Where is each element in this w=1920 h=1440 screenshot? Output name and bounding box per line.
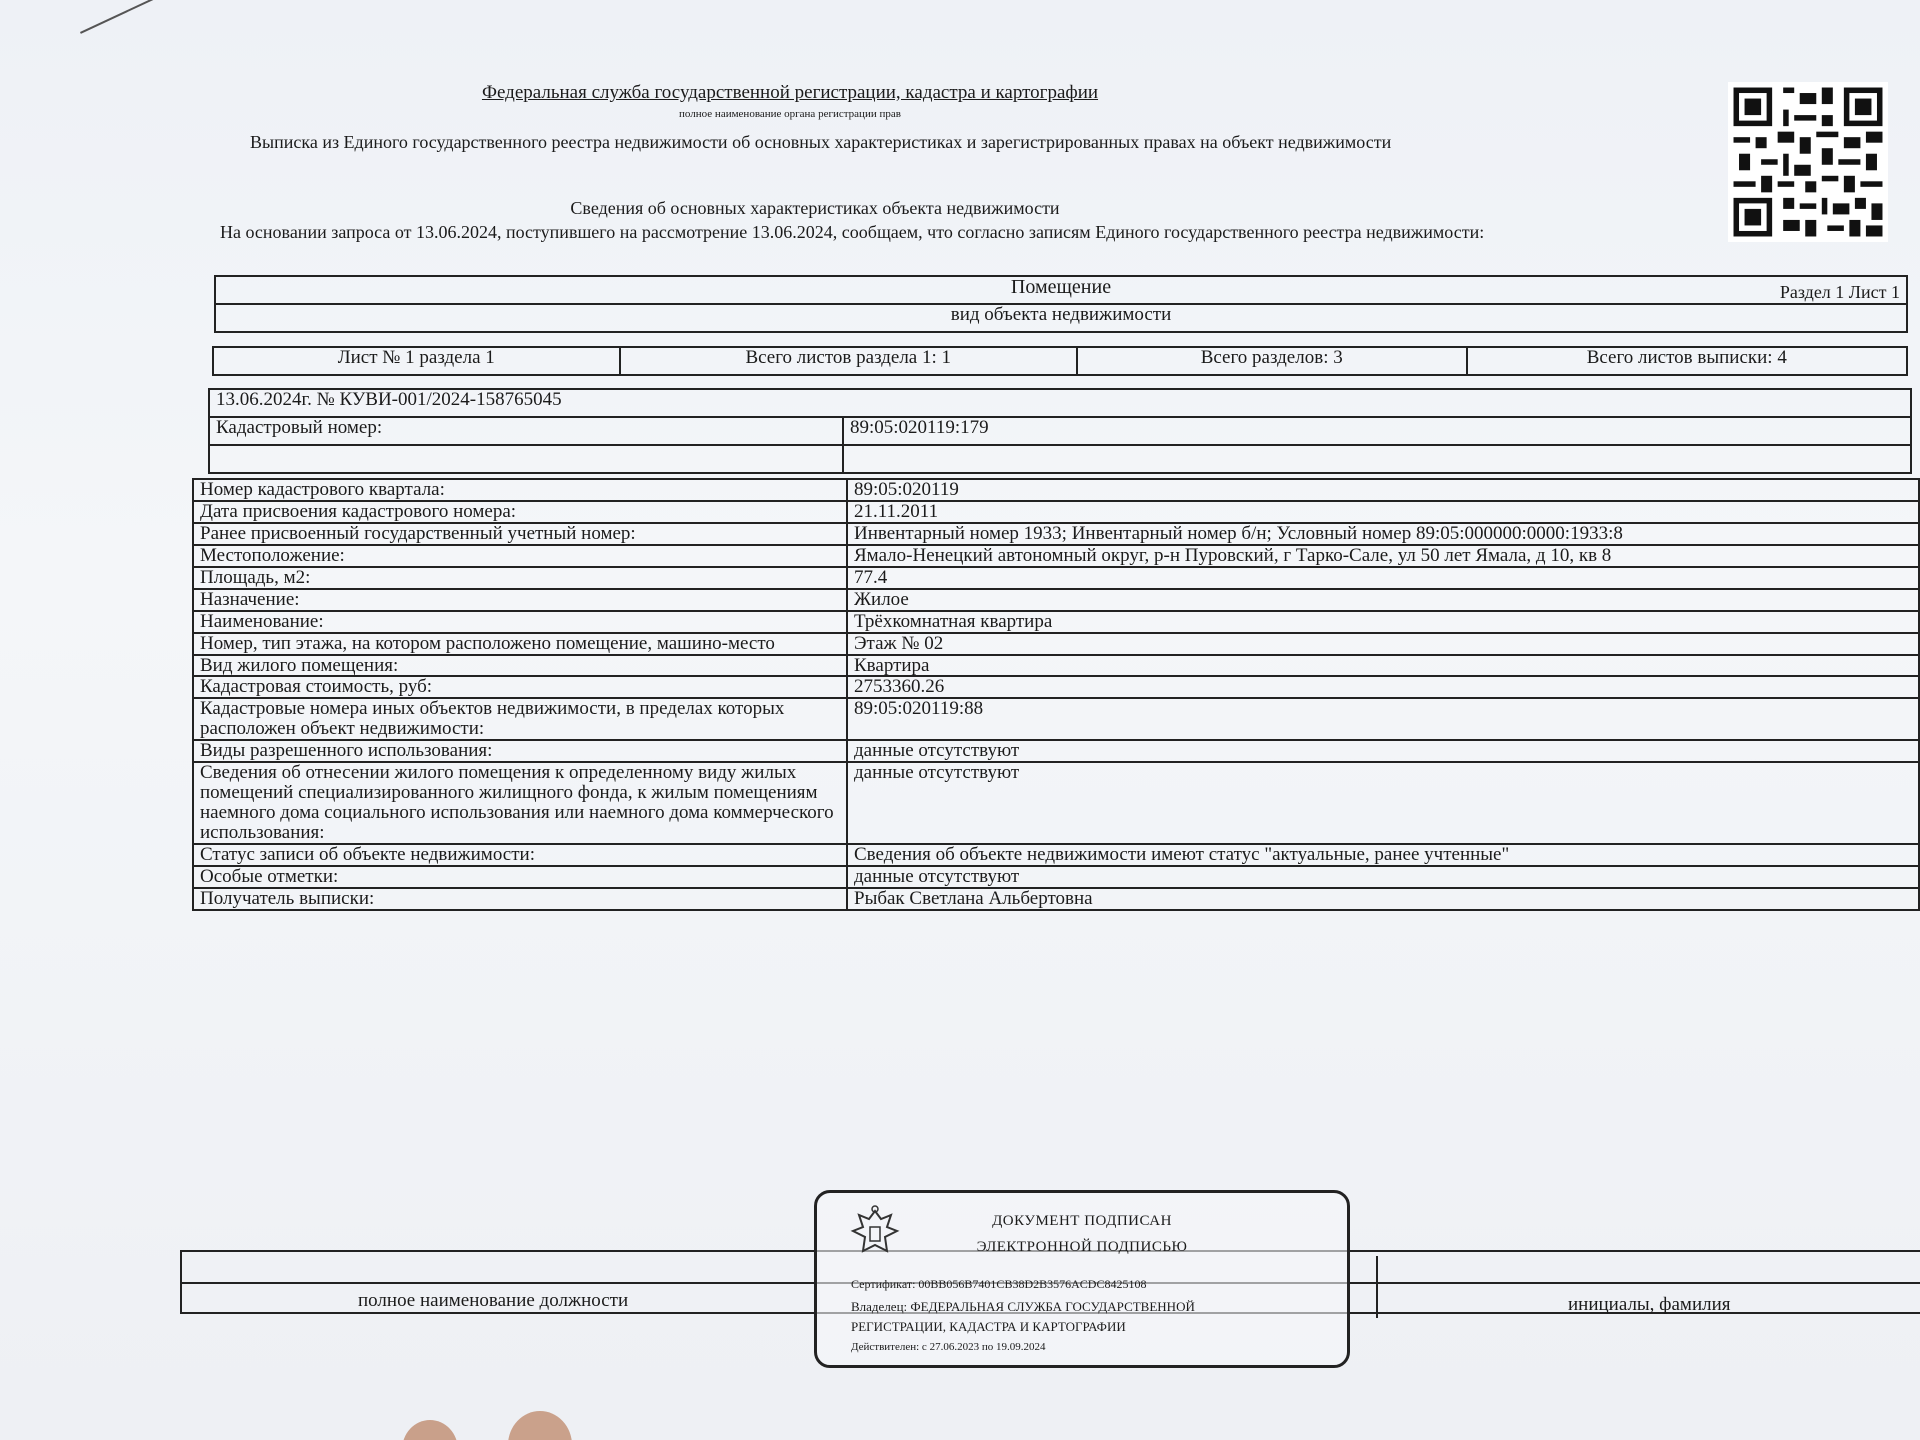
stamp-line1: ДОКУМЕНТ ПОДПИСАН [992,1213,1172,1229]
signature-border-left [180,1250,182,1312]
table-row: Наименование: Трёхкомнатная квартира [193,611,1919,633]
table-row: Получатель выписки: Рыбак Светлана Альбертовна [193,888,1919,910]
sheets-in-section: Всего листов раздела 1: 1 [620,347,1077,375]
extract-number-table [208,388,1912,474]
table-row: Ранее присвоенный государственный учетный номер: Инвентарный номер 1933; Инвентарный номер б/н; Условный номер 89:05:000000:0000:1933:8 [193,523,1919,545]
electronic-signature-stamp [814,1190,1350,1368]
stamp-certificate: Сертификат: 00BB056B7401CB38D2B3576ACDC8425108 [851,1277,1147,1291]
corner-mark [80,0,162,34]
extract-number: 13.06.2024г. № КУВИ-001/2024-158765045 [209,389,1911,417]
sheet-number: Лист № 1 раздела 1 [213,347,620,375]
table-row: Сведения об отнесении жилого помещения к определенному виду жилых помещений специализированного жилищного фонда, к жилым помещениям наемного дома социального использования или наемного дома коммерческого использования: данные отсутствуют [193,762,1919,844]
document-title: Выписка из Единого государственного реестра недвижимости об основных характеристиках и зарегистрированных правах на объект недвижимости [250,132,1392,152]
total-extract-sheets: Всего листов выписки: 4 [1467,347,1907,375]
stamp-validity: Действителен: с 27.06.2023 по 19.09.2024 [851,1341,1046,1353]
table-row: Статус записи об объекте недвижимости: Сведения об объекте недвижимости имеют статус "актуальные, ранее учтенные" [193,844,1919,866]
sheets-table [212,346,1908,376]
object-kind-value: Помещение [215,276,1907,304]
table-row: Кадастровые номера иных объектов недвижимости, в пределах которых расположен объект недвижимости: 89:05:020119:88 [193,698,1919,740]
agency-caption: полное наименование органа регистрации прав [679,108,901,120]
table-row: Номер кадастрового квартала: 89:05:020119 [193,479,1919,501]
table-row: Площадь, м2: 77.4 [193,567,1919,589]
object-kind-caption: вид объекта недвижимости [215,304,1907,332]
agency-name: Федеральная служба государственной регистрации, кадастра и картографии [481,82,1099,103]
position-caption: полное наименование должности [358,1290,629,1311]
section-title: Сведения об основных характеристиках объекта недвижимости [570,198,1060,218]
cadastral-number-value: 89:05:020119:179 [843,417,1911,445]
table-row: Кадастровая стоимость, руб: 2753360.26 [193,676,1919,698]
fingertips-decoration [390,1390,590,1440]
stamp-owner1: Владелец: ФЕДЕРАЛЬНАЯ СЛУЖБА ГОСУДАРСТВЕННОЙ [851,1299,1195,1314]
characteristics-table [192,478,1920,911]
object-kind-table [214,275,1908,333]
table-row: Местоположение: Ямало-Ненецкий автономный округ, р-н Пуровский, г Тарко-Сале, ул 50 лет Ямала, д 10, кв 8 [193,545,1919,567]
total-sections: Всего разделов: 3 [1077,347,1467,375]
table-row: Особые отметки: данные отсутствуют [193,866,1919,888]
request-basis: На основании запроса от 13.06.2024, поступившего на рассмотрение 13.06.2024, сообщаем, что согласно записям Единого государственного реестра недвижимости: [220,222,1485,242]
table-row: Дата присвоения кадастрового номера: 21.11.2011 [193,501,1919,523]
qr-code-icon [1728,82,1888,242]
signature-divider [1376,1256,1378,1318]
name-caption: инициалы, фамилия [1568,1294,1731,1315]
cadastral-number-label: Кадастровый номер: [209,417,843,445]
table-row: Виды разрешенного использования: данные отсутствуют [193,740,1919,762]
section-sheet-label: Раздел 1 Лист 1 [1779,282,1900,302]
table-row: Вид жилого помещения: Квартира [193,655,1919,677]
table-row: Номер, тип этажа, на котором расположено помещение, машино-место Этаж № 02 [193,633,1919,655]
table-row: Назначение: Жилое [193,589,1919,611]
stamp-owner2: РЕГИСТРАЦИИ, КАДАСТРА И КАРТОГРАФИИ [851,1319,1126,1334]
stamp-line2: ЭЛЕКТРОННОЙ ПОДПИСЬЮ [976,1239,1188,1255]
